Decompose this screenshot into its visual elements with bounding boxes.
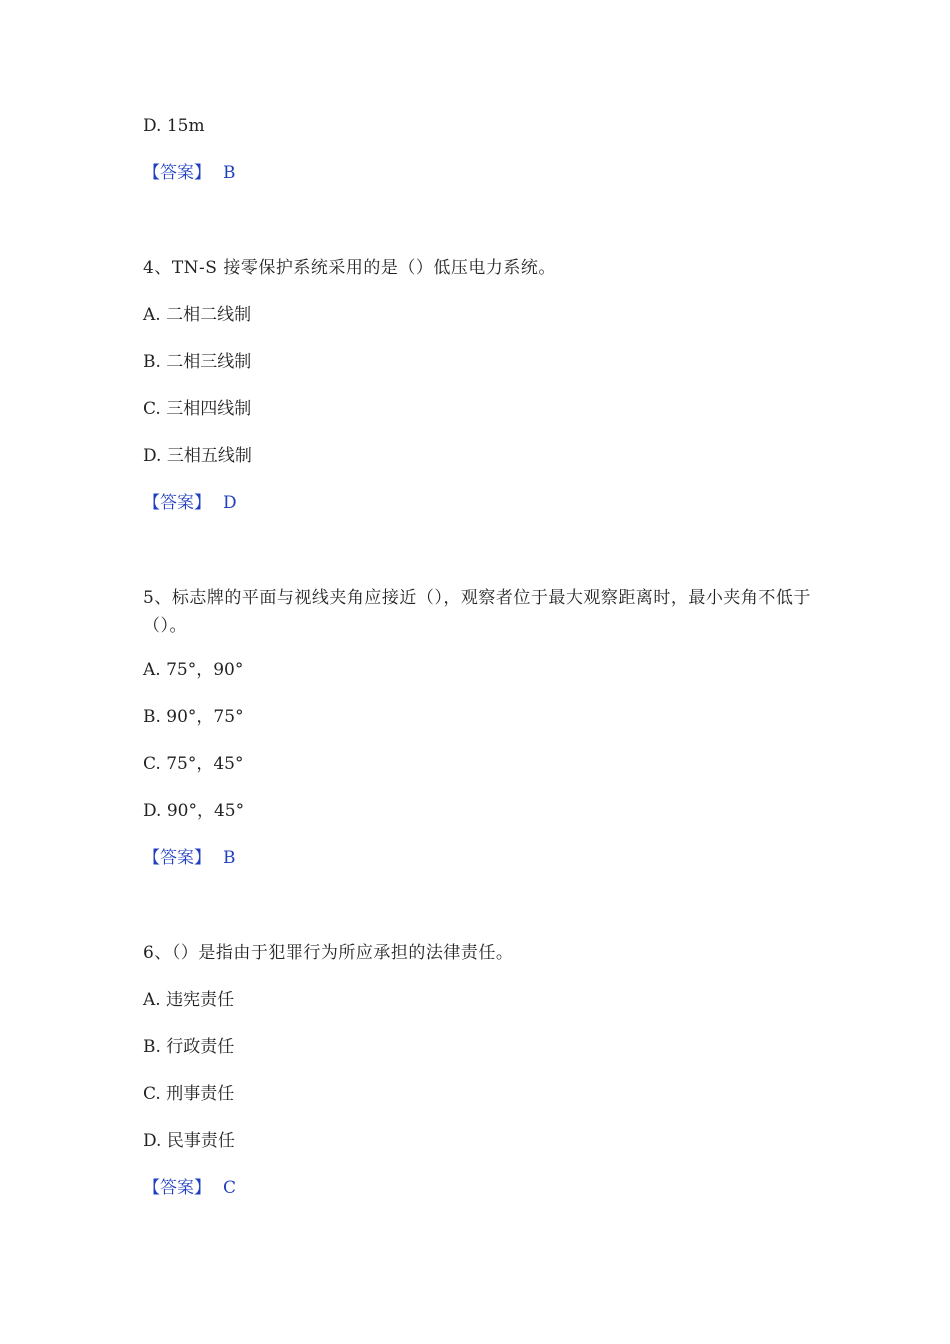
q3-answer-value: B	[223, 163, 236, 183]
q4-option-d: D. 三相五线制	[143, 446, 252, 466]
q5-answer-value: B	[223, 848, 236, 868]
q5-option-b: B. 90°，75°	[143, 707, 244, 727]
q3-answer	[143, 159, 236, 187]
q5-option-d: D. 90°，45°	[143, 801, 245, 821]
q6-option-c: C. 刑事责任	[143, 1084, 235, 1104]
q6-option-d: D. 民事责任	[143, 1131, 235, 1151]
q6-option-b: B. 行政责任	[143, 1037, 235, 1057]
q6-answer-value: C	[223, 1178, 237, 1198]
q6-answer-label: 【答案】	[143, 1178, 211, 1198]
q6-option-a: A. 违宪责任	[143, 990, 235, 1010]
q4-question: 4、TN-S 接零保护系统采用的是（）低压电力系统。	[143, 258, 556, 278]
q4-answer-label: 【答案】	[143, 493, 211, 513]
q5-option-c: C. 75°，45°	[143, 754, 244, 774]
q5-question: 5、标志牌的平面与视线夹角应接近（），观察者位于最大观察距离时，最小夹角不低于（）。	[143, 588, 811, 636]
q3-answer-label: 【答案】	[143, 163, 211, 183]
q4-option-a: A. 二相二线制	[143, 305, 252, 325]
q4-answer	[143, 489, 237, 517]
q5-answer-label: 【答案】	[143, 848, 211, 868]
q3-option-d: D. 15m	[143, 116, 205, 136]
q6-answer	[143, 1174, 236, 1202]
q5-answer	[143, 844, 236, 872]
q4-option-c: C. 三相四线制	[143, 399, 252, 419]
q4-option-b: B. 二相三线制	[143, 352, 252, 372]
q4-answer-value: D	[223, 493, 237, 513]
q6-question: 6、（）是指由于犯罪行为所应承担的法律责任。	[143, 943, 514, 963]
q5-option-a: A. 75°，90°	[143, 660, 244, 680]
